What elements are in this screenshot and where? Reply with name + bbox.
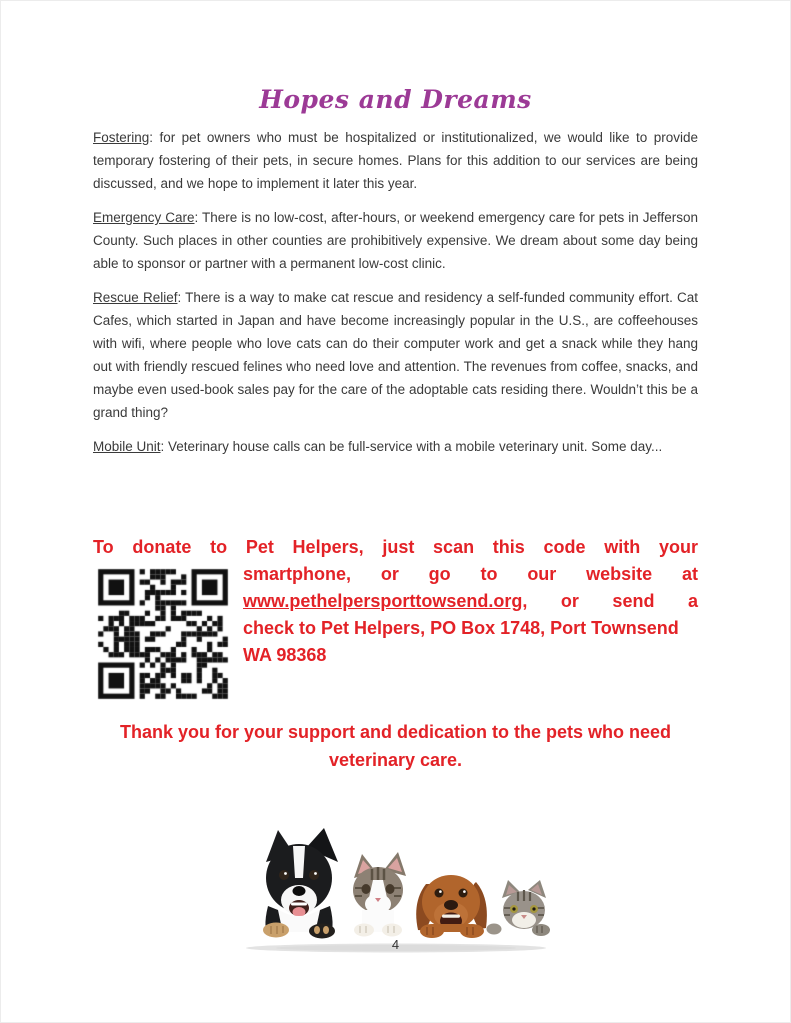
paragraph-rescue-relief-text: : There is a way to make cat rescue and residency a self-funded community effort. Cat Cafes, which started in Japan and have become increasingly popular in the U.S., are coffeehouses with wifi, where people who love cats can do their computer work and get a snack while they hang out with friendly rescued felines who need love and attention. The revenues from coffee, snacks, and maybe even used-book sales pay for the care of the adoptable cats residing there. Wouldn’t this be a grand thing? <box>93 290 698 420</box>
donation-text-line3 <box>243 588 698 615</box>
page-number: 4 <box>391 937 400 952</box>
donation-section <box>93 534 698 704</box>
paragraph-rescue-relief-label: Rescue Relief <box>93 290 178 305</box>
page-title: Hopes and Dreams <box>259 85 532 114</box>
paragraph-fostering <box>93 126 698 195</box>
tabby-white-cat <box>353 852 406 936</box>
donation-text-line1: To donate to Pet Helpers, just scan this code with your <box>93 537 698 557</box>
paragraph-emergency-care-label: Emergency Care <box>93 210 195 225</box>
paragraph-mobile-unit-text: : Veterinary house calls can be full-service with a mobile veterinary unit. Some day... <box>160 439 663 454</box>
paragraph-mobile-unit <box>93 435 698 458</box>
thank-you-text: Thank you for your support and dedication to the pets who need veterinary care. <box>119 722 672 770</box>
paragraph-emergency-care <box>93 206 698 275</box>
paragraph-emergency-care-text: : There is no low-cost, after-hours, or weekend emergency care for pets in Jefferson County. Such places in other counties are prohibitively expensive. We dream about some day being able to sponsor or partner with a permanent low-cost clinic. <box>93 210 698 271</box>
paragraph-mobile-unit-label: Mobile Unit <box>93 439 161 454</box>
paragraph-fostering-label: Fostering <box>93 130 150 145</box>
donation-text-line4: check to Pet Helpers, PO Box 1748, Port Townsend <box>243 618 679 638</box>
paragraph-rescue-relief <box>93 286 698 424</box>
qr-code-icon <box>93 564 233 704</box>
donation-text-line5: WA 98368 <box>243 645 327 665</box>
donation-text-line2: smartphone, or go to our website at <box>243 564 698 584</box>
donation-text-block <box>243 561 698 669</box>
website-link[interactable]: www.pethelpersporttowsend.org <box>243 591 523 611</box>
black-white-dog <box>265 828 338 938</box>
gray-tabby-cat <box>502 880 546 929</box>
donation-text-line3-rest: , or send a <box>522 591 698 611</box>
paragraph-fostering-text: : for pet owners who must be hospitalized or institutionalized, we would like to provide temporary fostering of their pets, in secure homes. Plans for this addition to our services are being discussed, and we hope to implement it later this year. <box>93 130 698 191</box>
